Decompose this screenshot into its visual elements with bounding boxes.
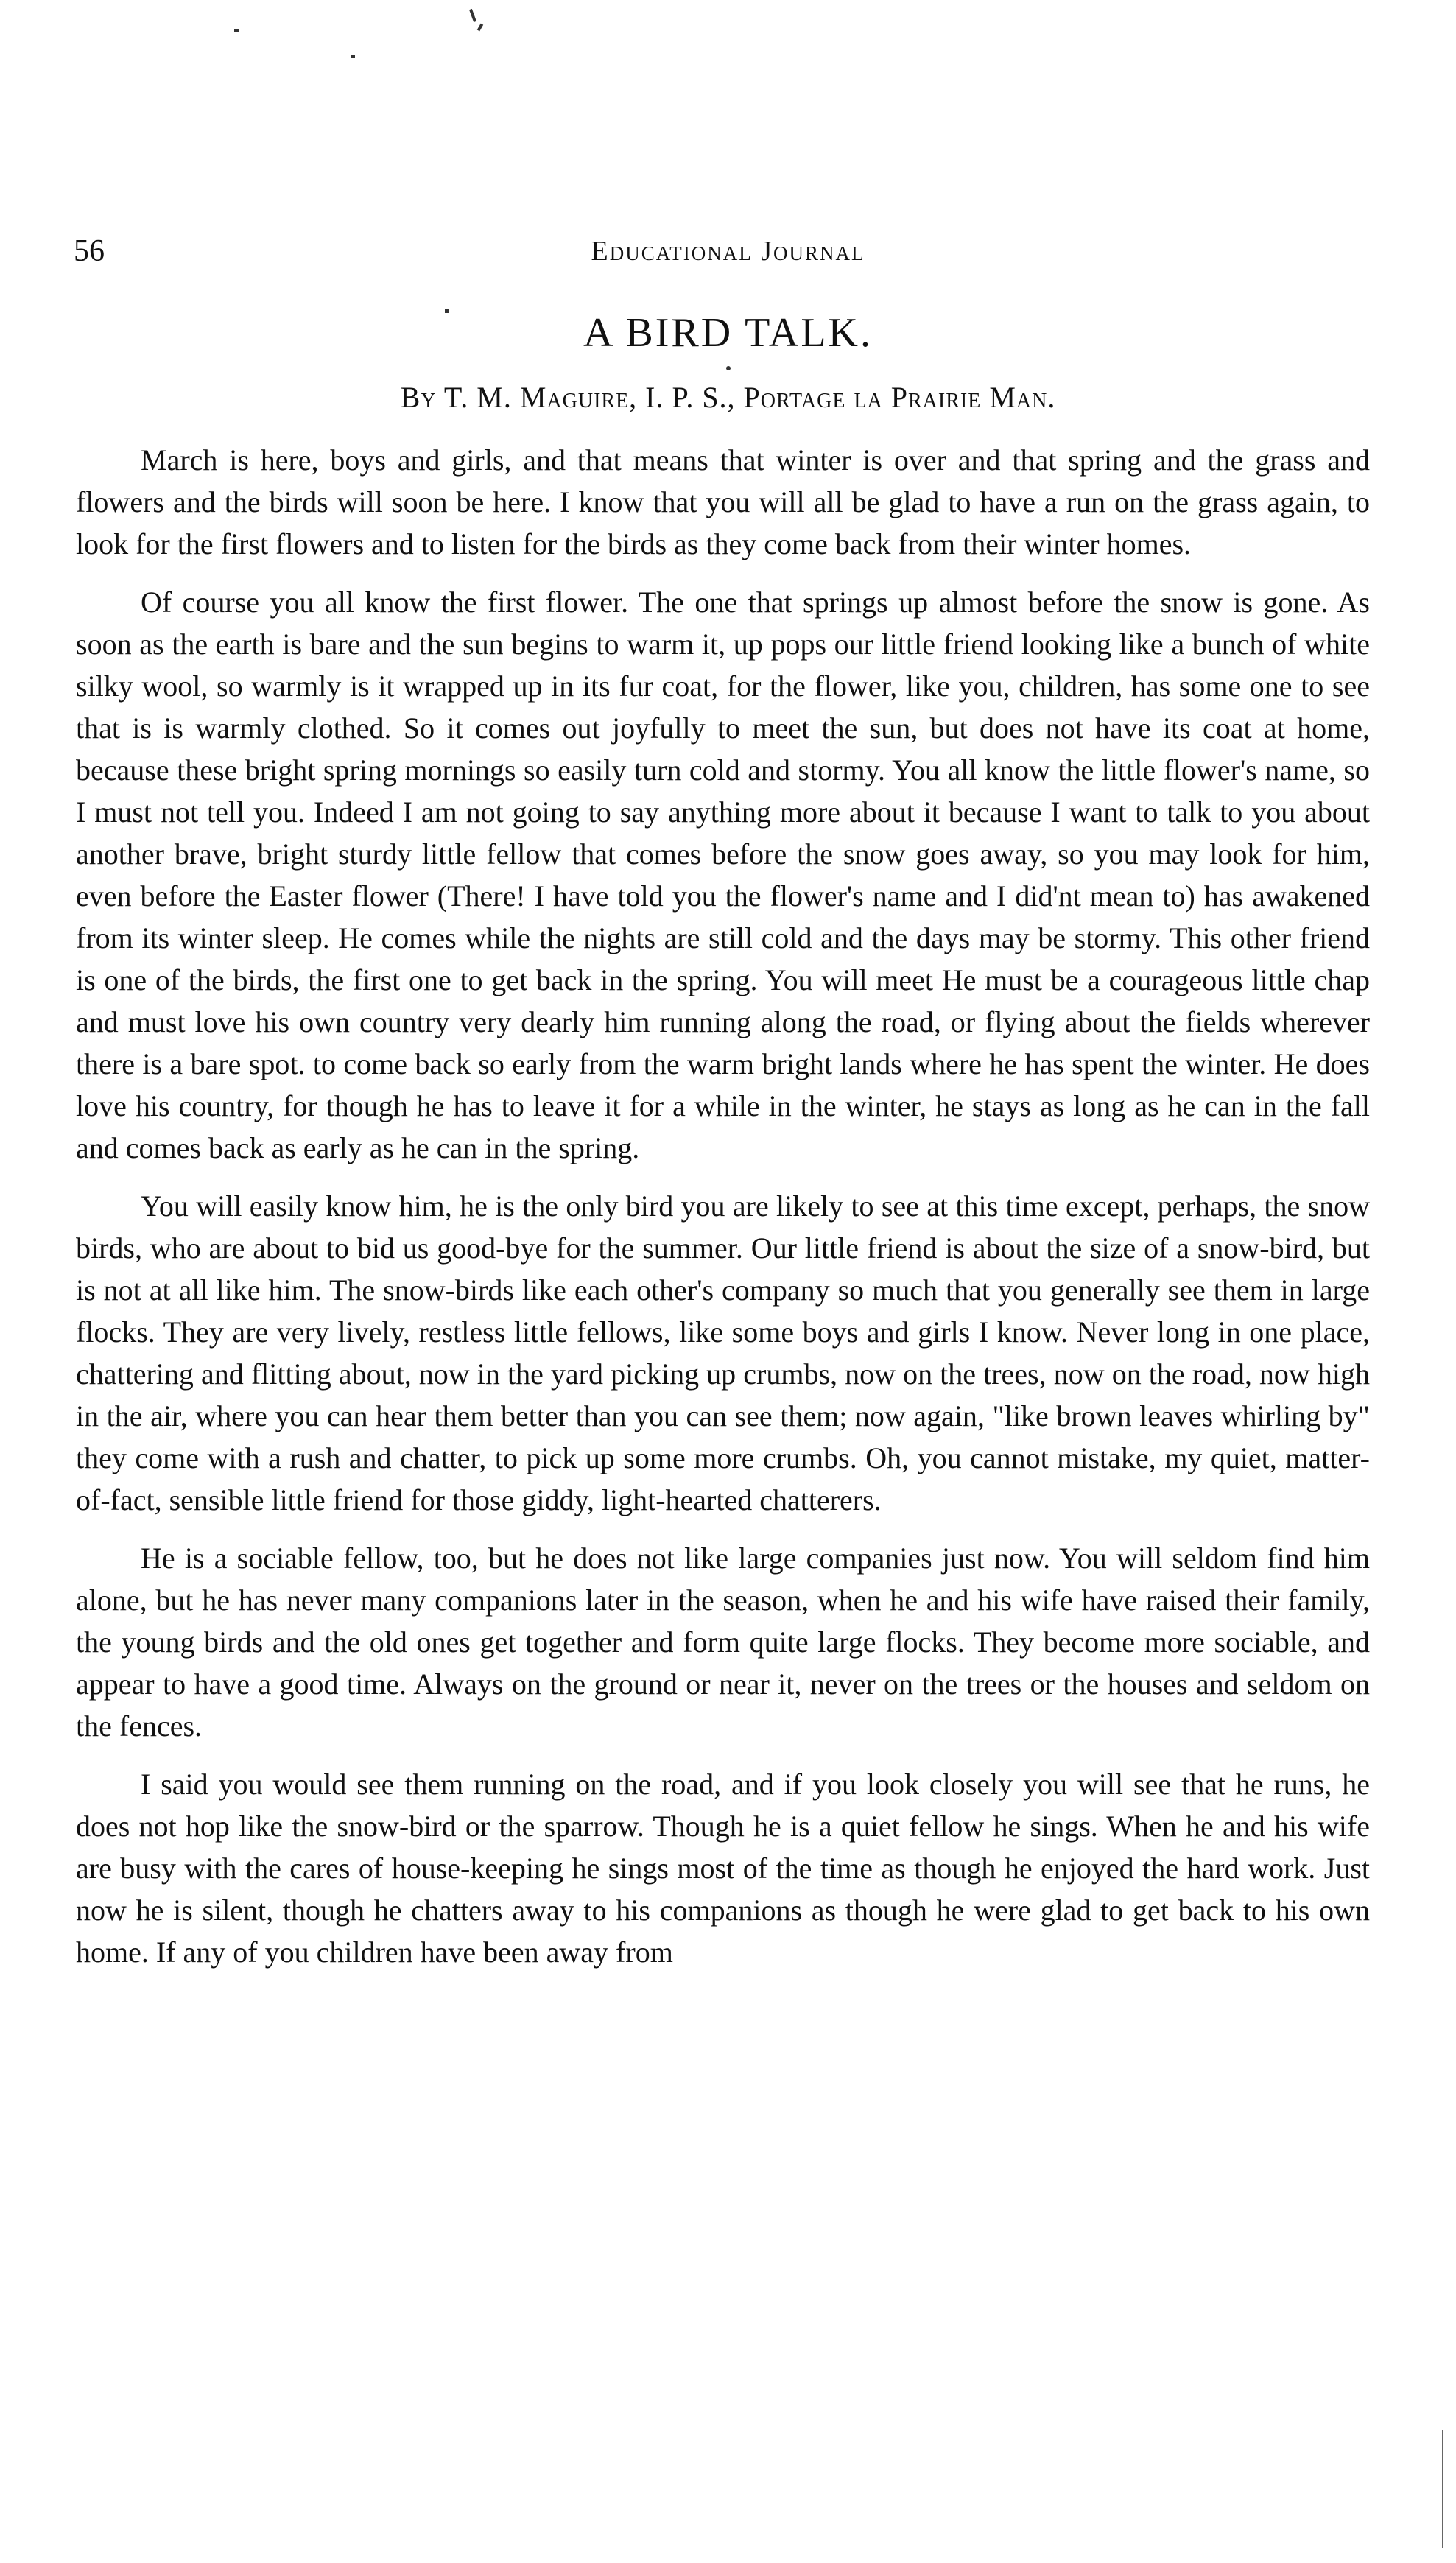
scan-speck xyxy=(469,9,476,22)
paragraph: March is here, boys and girls, and that means that winter is over and that spring and the grass and flowers and the birds will soon be here. I know that you will all be glad to have a run on the grass again, to look for the first flowers and to listen for the birds as they come back from their winter homes. xyxy=(76,443,1370,560)
paragraph: I said you would see them running on the road, and if you look closely you will see that he runs, he does not hop like the snow-bird or the sparrow. Though he is a quiet fellow he sings. When he and his wife are busy with the cares of house-keeping he sings most of the time as though he enjoyed the hard work. Just now he is silent, though he chatters away to his companions as though he were glad to get back to his own home. If any of you children have been away from xyxy=(76,1768,1370,1969)
scan-speck xyxy=(351,55,355,58)
paragraph: He is a sociable fellow, too, but he does not like large companies just now. You will seldom find him alone, but he has never many companions later in the season, when he and his wife have raised their family, the young birds and the old ones get together and form quite large flocks. They become more sociable, and appear to have a good time. Always on the ground or near it, never on the trees or the houses and seldom on the fences. xyxy=(76,1541,1370,1743)
article-title: A BIRD TALK. xyxy=(583,310,873,356)
scan-speck xyxy=(726,366,731,370)
page-number: 56 xyxy=(74,234,105,268)
scan-speck xyxy=(234,29,239,32)
scan-speck xyxy=(1442,2430,1443,2548)
article-byline: By T. M. Maguire, I. P. S., Portage la Prairie Man. xyxy=(400,381,1056,414)
running-head: Educational Journal xyxy=(591,236,865,267)
paragraph: Of course you all know the first flower. The one that springs up almost before the snow is gone. As soon as the earth is bare and the sun begins to warm it, up pops our little friend looking like a bunch of white silky wool, so warmly is it wrapped up in its fur coat, for the flower, like you, children, has some one to see that is is warmly clothed. So it comes out joyfully to meet the sun, but does not have its coat at home, because these bright spring mornings so easily turn cold and stormy. You all know the little flower's name, so I must not tell you. Indeed I am not going to say anything more about it because I want to talk to you about another brave, bright sturdy little fellow that comes before the snow goes away, so you may look for him, even before the Easter flower (There! I have told you the flower's name and I did'nt mean to) has awakened from its winter sleep. He comes while the nights are still cold and the days may be stormy. This other friend is one of the birds, the first one to get back in the spring. You will meet He must be a courageous little chap and must love his own country very dearly him running along the road, or flying about the fields wherever there is a bare spot. to come back so early from the warm bright lands where he has spent the winter. He does love his country, for though he has to leave it for a while in the winter, he stays as long as he can in the fall and comes back as early as he can in the spring. xyxy=(76,586,1370,1164)
scan-speck xyxy=(477,24,483,32)
article-body xyxy=(76,439,1370,1989)
paragraph: You will easily know him, he is the only bird you are likely to see at this time except, perhaps, the snow birds, who are about to bid us good-bye for the summer. Our little friend is about the size of a snow-bird, but is not at all like him. The snow-birds like each other's company so much that you generally see them in large flocks. They are very lively, restless little fellows, like some boys and girls I know. Never long in one place, chattering and flitting about, now in the yard picking up crumbs, now on the trees, now on the road, now high in the air, where you can hear them better than you can see them; now again, "like brown leaves whirling by" they come with a rush and chatter, to pick up some more crumbs. Oh, you cannot mistake, my quiet, matter-of-fact, sensible little friend for those giddy, light-hearted chatterers. xyxy=(76,1189,1370,1516)
